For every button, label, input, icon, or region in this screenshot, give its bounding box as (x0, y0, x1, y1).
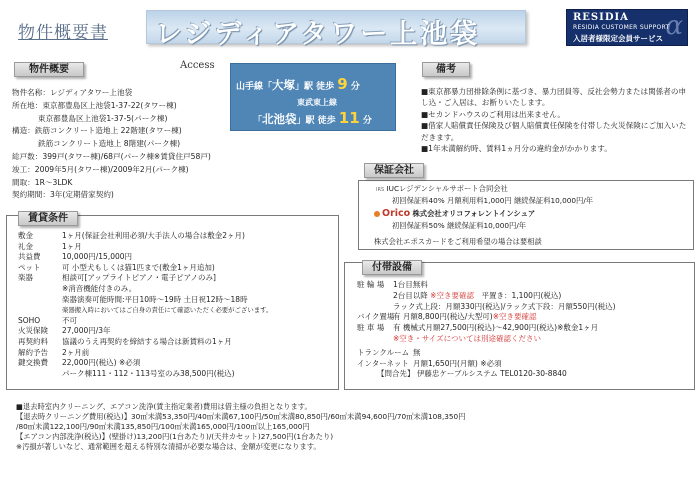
lease-row: ペット 可 小型犬もしくは猫1匹まで(敷金1ヶ月追加) (18, 262, 215, 272)
footer-line: 【退去時クリーニング費用(税込)】30㎡未満53,350円/40㎡未満67,100円/50㎡未満80,850円/60㎡未満94,600円/70㎡未満108,350円 (16, 412, 466, 422)
overview-line: 契約期間：3年(定期借家契約) (12, 190, 114, 200)
lease-row: 楽器搬入時においてはご自身の責任にて確認いただく必要がございます。 (62, 306, 273, 315)
facility-row: 駐 車 場 有 機械式月額27,500円(税込)～42,900円(税込) ※敷金1ヶ月 (357, 323, 599, 333)
remark-line: ■セカンドハウスのご利用は出来ません。 (421, 109, 565, 119)
footer-line: ■退去時室内クリーニング、エアコン洗浄(賃主指定業者)費用は借主様の負担となります。 (16, 402, 312, 411)
footer-line: 【エアコン内部洗浄(税込)】(壁掛け)13,200円(1台あたり)/(天井カセット)27,500円(1台あたり) (16, 432, 334, 442)
guarantee-note: 株式会社エポスカードをご利用希望の場合は要相談 (374, 237, 542, 246)
overview-line: 間取：1R～3LDK (12, 177, 73, 187)
property-title: レジディアタワー上池袋 (155, 19, 481, 50)
alpha-logo-icon: α (665, 11, 683, 41)
doc-type-title: 物件概要書 (18, 23, 108, 43)
facility-row: 駐 輪 場 1台目無料 (357, 280, 428, 289)
overview-line: 所在地：東京都豊島区上池袋1-37-22(タワー棟) (12, 100, 177, 110)
footer-line: /80㎡未満122,100円/90㎡未満135,850円/100㎡未満165,000円/100㎡以上165,000円 (16, 422, 310, 432)
remark-line: ■1年未満解約時、賃料1ヵ月分の違約金がかかります。 (421, 144, 612, 154)
property-title-banner (146, 10, 526, 50)
guarantee-company1-terms: 初回保証料40% 月額利用料1,000円 継続保証料10,000円/年 (392, 196, 594, 205)
lease-section (18, 231, 272, 379)
access-tobu-line: 東武東上線 (297, 98, 337, 107)
overview-line: 物件名称：レジディアタワー上池袋 (12, 88, 133, 97)
guarantee-company2: Orico 株式会社オリコフォレントインシュア (374, 208, 535, 219)
facility-row: 2台目以降 ※空き要確認 平置き：1,100円(税込) (393, 290, 562, 300)
lease-row: 解約予告 2ヶ月前 (18, 347, 90, 357)
remark-line: ■借家人賠償責任保険及び個人賠償責任保険を付帯した火災保険にご加入いただきます。 (421, 121, 687, 142)
lease-row: 楽器 相談可[アップライトピアノ・電子ピアノのみ] (18, 273, 216, 283)
facility-row: 【問合先】 伊藤忠ケーブルシステム TEL0120-30-8840 (377, 369, 567, 379)
remarks-section (421, 86, 693, 154)
overview-label: 物件概要 (14, 62, 84, 77)
remark-line: ■東京都暴力団排除条例に基づき、暴力団員等、反社会勢力または関係者の申し込・ご入居は、お断りいたします。 (421, 87, 687, 108)
facility-row: トランクルーム 無 (357, 347, 421, 357)
lease-row: ※消音機能付きのみ。 (62, 283, 137, 293)
access-box (230, 63, 396, 131)
header (0, 0, 700, 50)
guarantee-company1: IRS IUCレジデンシャルサポート合同会社 (376, 184, 508, 193)
overview-line: 構造：鉄筋コンクリート造地上 22階建(タワー棟) (12, 126, 182, 136)
overview-line: 鉄筋コンクリート造地上 8階建(パーク棟) (38, 139, 181, 149)
facility-row: バイク置場 有 月額8,800円(税込/大型可) ※空き要確認 (357, 312, 537, 322)
overview-line: 総戸数：399戸(タワー棟)/68戸(パーク棟※賃貸住戸58戸) (12, 151, 211, 161)
lease-row: 礼金 1ヶ月 (18, 241, 82, 251)
facilities-label: 付帯設備 (362, 260, 422, 275)
facility-row: インターネット 月額1,650円(月額) ※必須 (357, 358, 502, 368)
overview-line: 竣工：2009年5月(タワー棟)/2009年2月(パーク棟) (12, 164, 189, 174)
guarantee-company2-terms: 初回保証料50% 継続保証料10,000円/年 (392, 221, 527, 230)
access-label: Access (180, 60, 215, 71)
access-yamanote: 山手線「大塚」駅 徒歩 9 分 (236, 75, 360, 93)
lease-row: 鍵交換費 22,000円(税込) ※必須 (18, 358, 141, 368)
access-kitaikebukuro: 「北池袋」駅 徒歩 11 分 (253, 109, 372, 127)
lease-row: SOHO 不可 (18, 315, 77, 325)
lease-row: 楽器演奏可能時間:平日10時～19時 土日祝12時～18時 (62, 294, 248, 304)
lease-row: 再契約料 協議のうえ再契約を締結する場合は新賃料の1ヶ月 (18, 336, 232, 346)
logo-subtitle: RESIDIA CUSTOMER SUPPORT (573, 24, 670, 31)
overview-section (12, 87, 211, 202)
lease-label: 賃貸条件 (18, 211, 78, 226)
facility-row: ※空き・サイズについては別途確認ください (393, 333, 542, 343)
lease-row: パーク棟111・112・113号室のみ38,500円(税込) (62, 368, 235, 378)
orico-logo-icon (374, 211, 380, 217)
overview-line: 東京都豊島区上池袋1-37-5(パーク棟) (38, 113, 168, 123)
lease-row: 火災保険 27,000円/3年 (18, 326, 111, 336)
logo-brand: RESIDIA (573, 12, 629, 23)
footer-line: ※汚損が著しいなど、通常範囲を超える特別な清掃が必要な場合は、金額が変更になります。 (16, 442, 321, 452)
lease-row: 敷金 1ヶ月(保証会社利用必須/大手法人の場合は敷金2ヶ月) (18, 231, 245, 240)
facility-row: ラック式上段：月額330円(税込)/ラック式下段：月額550円(税込) (393, 301, 616, 311)
facilities-section (357, 280, 616, 380)
lease-row: 共益費 10,000円/15,000円 (18, 252, 133, 262)
guarantee-label: 保証会社 (364, 163, 424, 178)
remarks-label: 備考 (422, 62, 470, 77)
residia-logo (566, 9, 688, 46)
footer-notes (16, 402, 466, 452)
logo-member-service: 入居者様限定会員サービス (573, 34, 663, 43)
